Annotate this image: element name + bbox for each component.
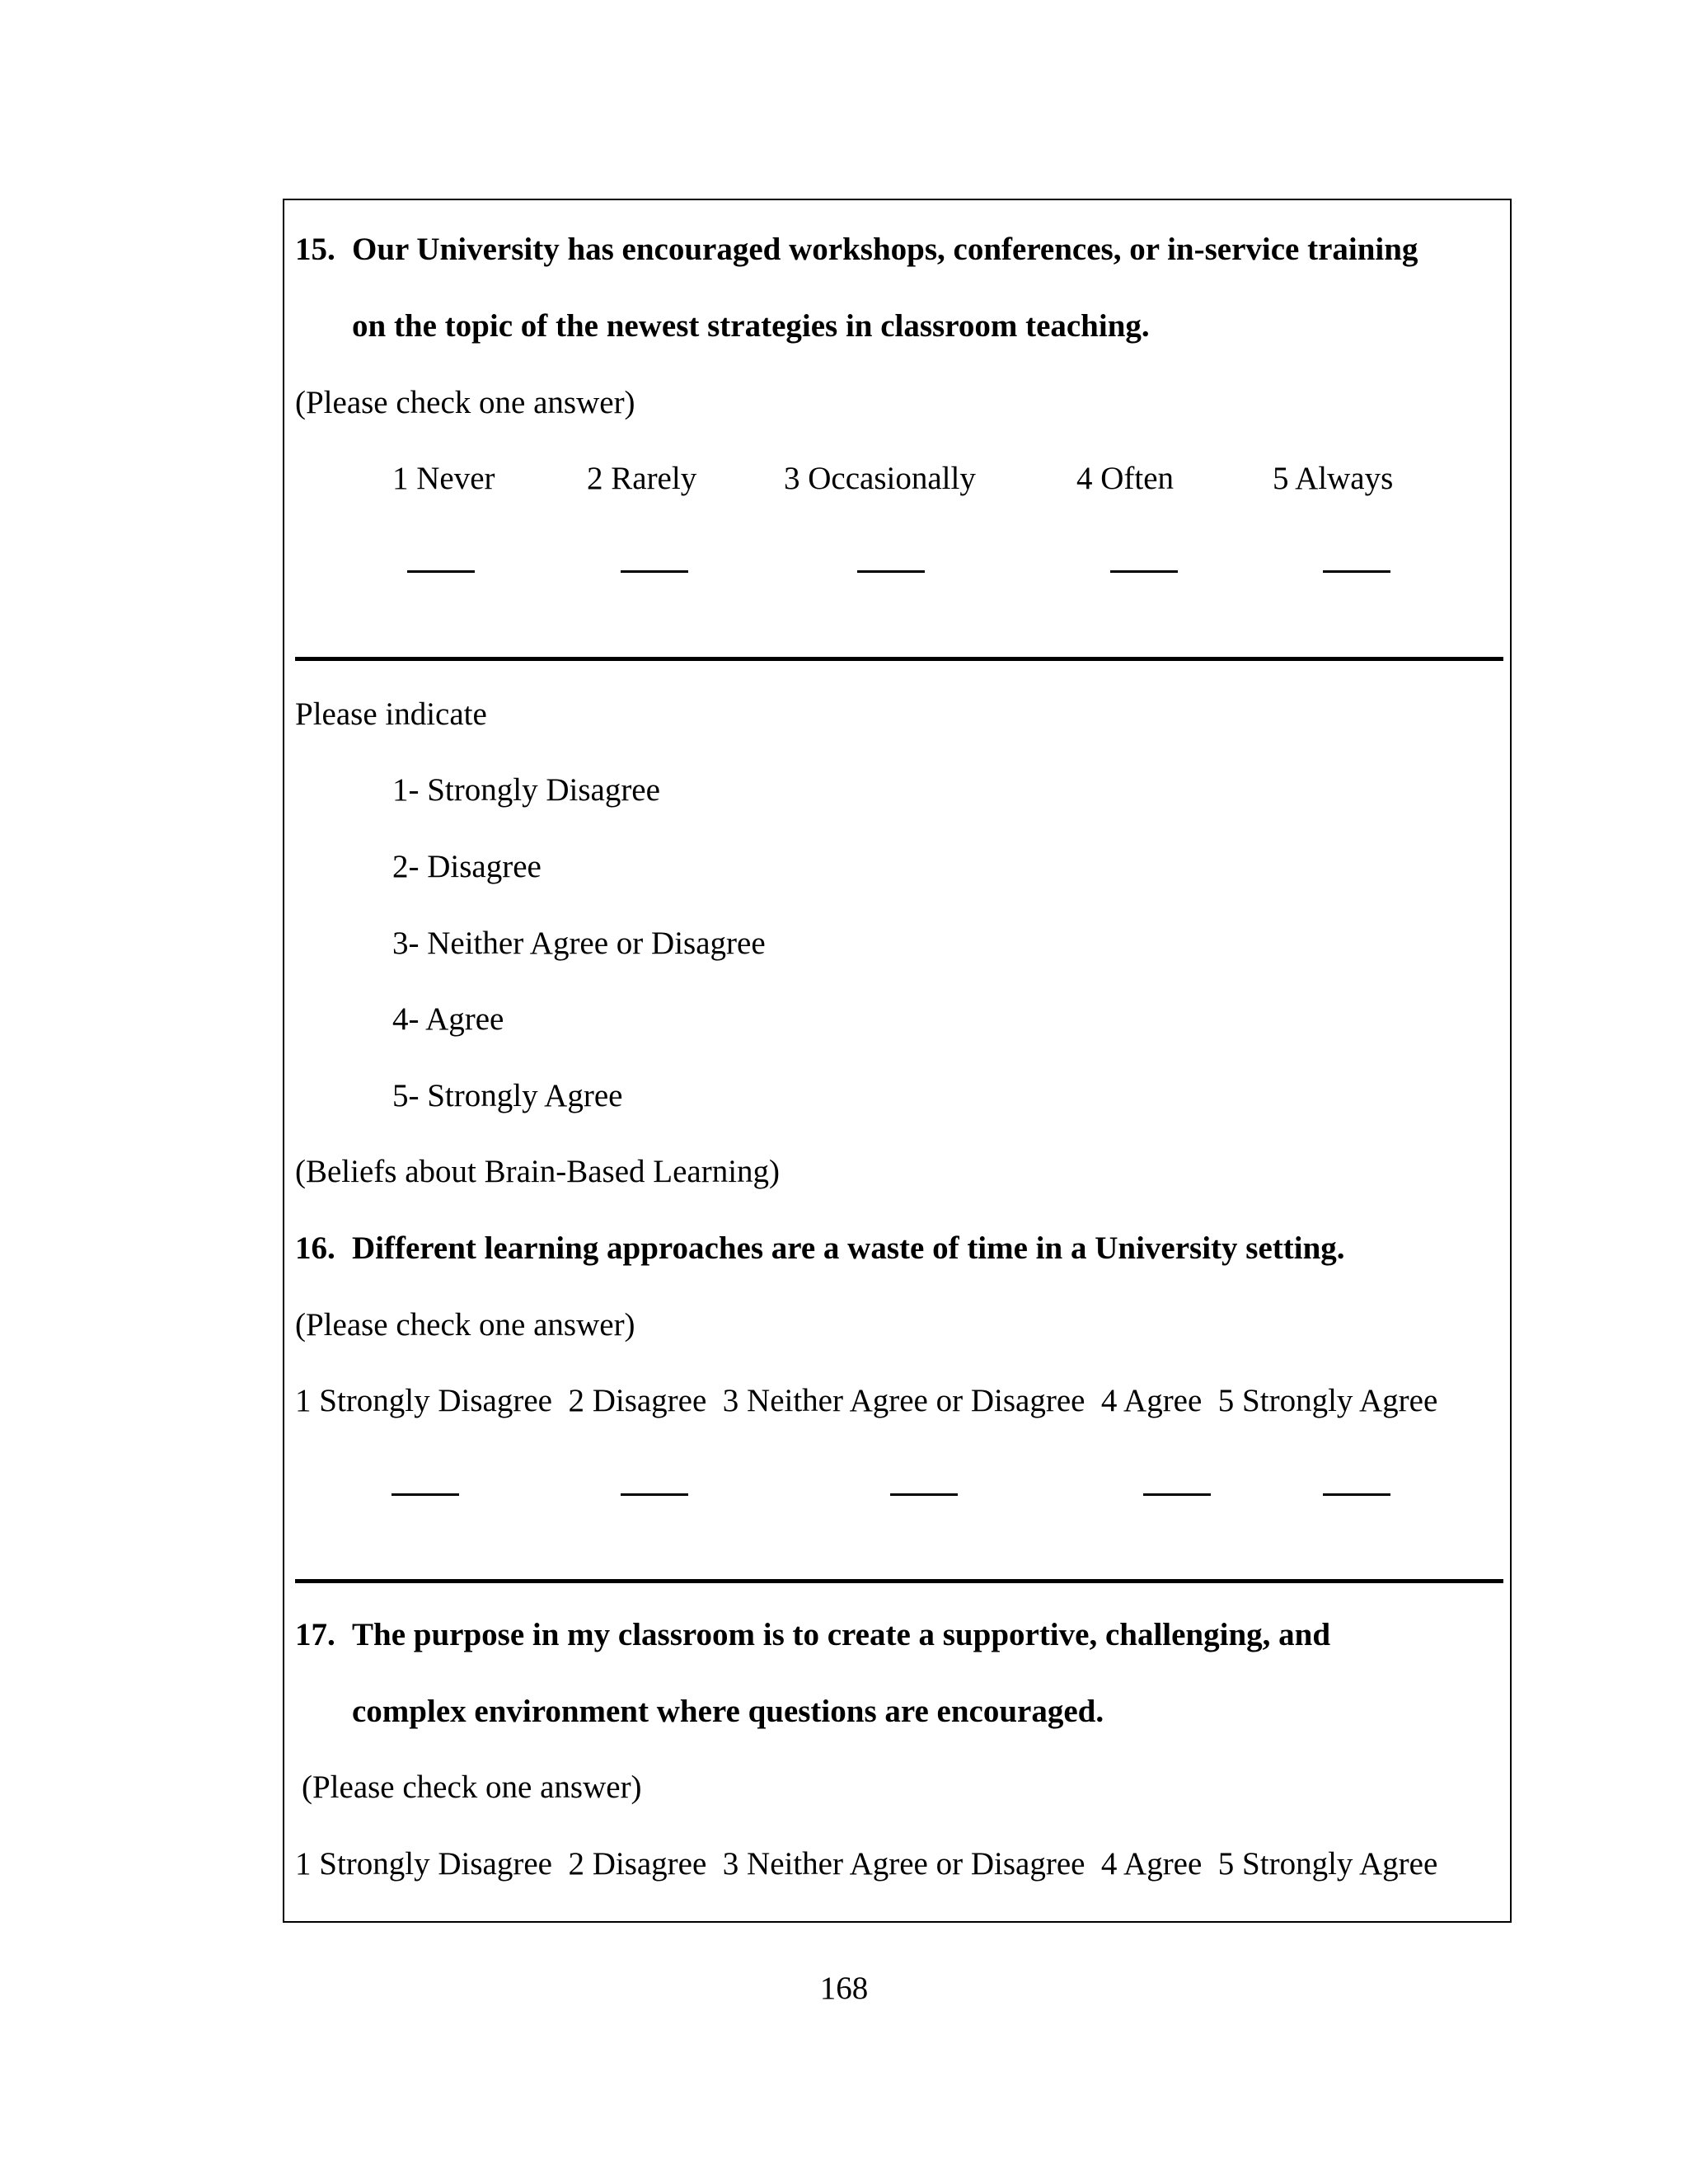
questionnaire-frame [283,199,1512,1923]
q15-option-never: 1 Never [392,461,495,496]
scale-item-1: 1- Strongly Disagree [392,772,660,808]
q15-answer-blank-4[interactable] [1110,570,1178,573]
q17-options: 1 Strongly Disagree 2 Disagree 3 Neither Agree or Disagree 4 Agree 5 Strongly Agree [295,1846,1438,1882]
scale-intro: Please indicate [295,696,487,732]
q16-answer-blank-4[interactable] [1143,1493,1211,1496]
scale-item-4: 4- Agree [392,1001,504,1037]
q15-answer-blank-2[interactable] [621,570,688,573]
q15-answer-blank-3[interactable] [857,570,925,573]
q15-number: 15. [295,232,335,267]
q17-number: 17. [295,1617,335,1652]
q16-options: 1 Strongly Disagree 2 Disagree 3 Neither Agree or Disagree 4 Agree 5 Strongly Agree [295,1383,1438,1418]
scale-item-3: 3- Neither Agree or Disagree [392,926,766,961]
q15-option-always: 5 Always [1273,461,1394,496]
q16-answer-blank-2[interactable] [621,1493,688,1496]
q17-question-line2: complex environment where questions are encouraged. [352,1694,1104,1729]
scale-item-5: 5- Strongly Agree [392,1078,623,1113]
scale-item-2: 2- Disagree [392,849,542,884]
q17-instruction: (Please check one answer) [302,1769,642,1805]
q16-answer-blank-5[interactable] [1323,1493,1390,1496]
section-heading: (Beliefs about Brain-Based Learning) [295,1154,781,1189]
q16-answer-blank-1[interactable] [392,1493,459,1496]
q15-option-occasionally: 3 Occasionally [784,461,976,496]
q16-question: Different learning approaches are a waste of time in a University setting. [352,1230,1345,1266]
q16-instruction: (Please check one answer) [295,1307,635,1343]
section-divider [295,657,1503,661]
q15-instruction: (Please check one answer) [295,385,635,420]
q15-option-rarely: 2 Rarely [587,461,697,496]
q16-number: 16. [295,1230,335,1266]
q15-question-line2: on the topic of the newest strategies in classroom teaching. [352,308,1150,344]
section-divider [295,1579,1503,1583]
q17-question-line1: The purpose in my classroom is to create a supportive, challenging, and [352,1617,1331,1652]
q15-answer-blank-5[interactable] [1323,570,1390,573]
page-number: 168 [819,1971,869,2006]
q15-question-line1: Our University has encouraged workshops, conferences, or in-service training [352,232,1418,267]
q16-answer-blank-3[interactable] [890,1493,958,1496]
q15-option-often: 4 Often [1076,461,1175,496]
q15-answer-blank-1[interactable] [407,570,475,573]
